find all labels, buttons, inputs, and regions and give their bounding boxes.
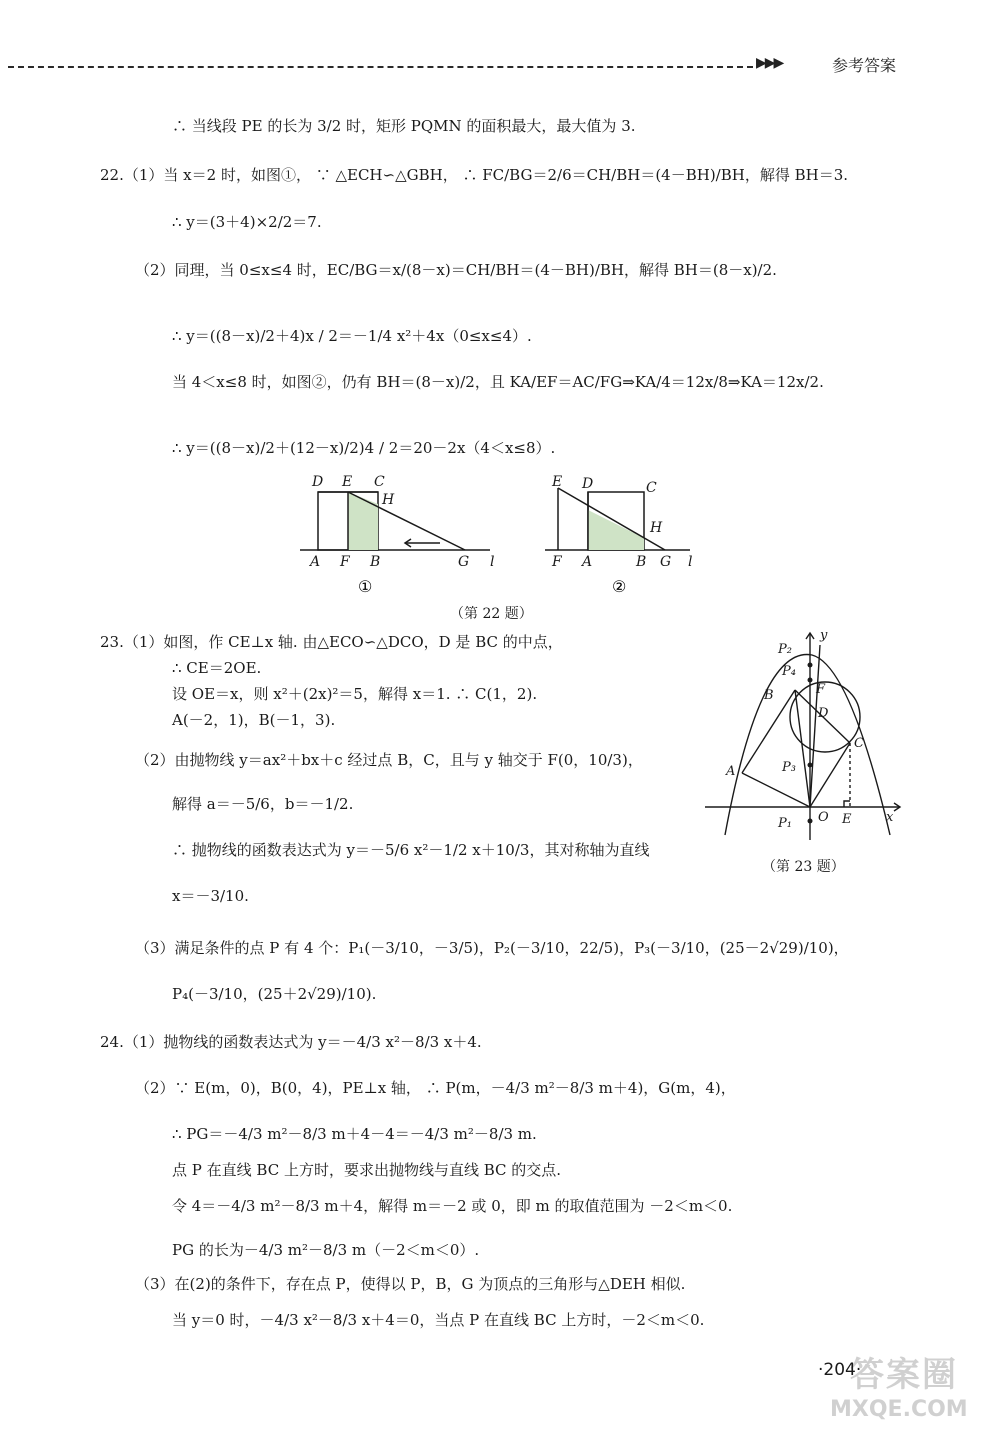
label-G: G <box>458 554 470 570</box>
figure-22 <box>290 470 710 620</box>
label-l2: l <box>688 554 693 570</box>
header-arrows-icon: ▶▶▶ <box>756 55 783 71</box>
label-P4: P₄ <box>782 664 796 679</box>
text-line: （2）由抛物线 y＝ax²＋bx＋c 经过点 B，C，且与 y 轴交于 F(0，10/3)， <box>135 751 643 769</box>
label-C: C <box>854 736 864 751</box>
watermark-url: MXQE.COM <box>830 1397 968 1422</box>
label-E: E <box>842 812 852 827</box>
text-line: 解得 a＝－5/6，b＝－1/2. <box>172 795 354 813</box>
label-E2: E <box>552 474 563 490</box>
header-title: 参考答案 <box>832 56 897 75</box>
figure-23 <box>700 625 910 875</box>
figure-22-one <box>300 492 490 550</box>
text-line: ∴ 当线段 PE 的长为 3/2 时，矩形 PQMN 的面积最大，最大值为 3. <box>172 117 636 135</box>
label-y: y <box>820 628 828 643</box>
label-C: C <box>374 474 385 490</box>
text-line: 设 OE＝x，则 x²＋(2x)²＝5，解得 x＝1. ∴ C(1，2). <box>172 685 538 703</box>
text-line-q24: 24.（1）抛物线的函数表达式为 y＝－4/3 x²－8/3 x＋4. <box>100 1033 482 1051</box>
header-rule <box>8 66 753 68</box>
text-line: ∴ y＝((8－x)/2＋4)x / 2＝－1/4 x²＋4x（0≤x≤4）. <box>172 327 532 345</box>
label-D2: D <box>582 476 594 492</box>
label-P2: P₂ <box>778 642 792 657</box>
label-x: x <box>886 810 894 825</box>
label-A: A <box>726 764 736 779</box>
text-line: ∴ 抛物线的函数表达式为 y＝－5/6 x²－1/2 x＋10/3，其对称轴为直线 <box>172 841 650 859</box>
text-line: ∴ CE＝2OE. <box>172 659 262 677</box>
text-line: 当 y＝0 时，－4/3 x²－8/3 x＋4＝0，当点 P 在直线 BC 上方时，－2＜m＜0. <box>172 1311 705 1329</box>
label-D: D <box>818 706 829 721</box>
text-line: A(－2，1)，B(－1，3). <box>172 711 336 729</box>
figure-22-one-label: ① <box>358 577 373 596</box>
text-line-q22: 22.（1）当 x＝2 时，如图①， ∵ △ECH∽△GBH， ∴ FC/BG＝2/6＝CH/BH＝(4－BH)/BH，解得 BH＝3. <box>100 166 849 184</box>
figure-22-caption: （第 22 题） <box>450 606 533 622</box>
text-line: ∴ PG＝－4/3 m²－8/3 m＋4－4＝－4/3 m²－8/3 m. <box>172 1125 537 1143</box>
figure-22-two-label: ② <box>612 577 627 596</box>
label-D: D <box>312 474 324 490</box>
label-H2: H <box>650 520 663 536</box>
watermark-logo: 答案圈 <box>850 1355 958 1395</box>
label-B: B <box>764 688 774 703</box>
label-B2: B <box>636 554 647 570</box>
label-E: E <box>342 474 353 490</box>
text-line: P₄(－3/10，(25＋2√29)/10). <box>172 985 377 1003</box>
label-l: l <box>490 554 495 570</box>
page-number: ·204· <box>818 1360 862 1380</box>
text-line: ∴ y＝(3＋4)×2/2＝7. <box>172 213 322 231</box>
text-line: 当 4＜x≤8 时，如图②，仍有 BH＝(8－x)/2，且 KA/EF＝AC/FG⇒KA/4＝12x/8⇒KA＝12x/2. <box>172 373 824 391</box>
text-line: x＝－3/10. <box>172 887 249 905</box>
label-O: O <box>818 810 829 825</box>
label-F2: F <box>552 554 562 570</box>
label-G2: G <box>660 554 672 570</box>
label-F: F <box>816 682 826 697</box>
text-line: （3）在(2)的条件下，存在点 P，使得以 P，B，G 为顶点的三角形与△DEH 相似. <box>135 1275 686 1293</box>
label-C2: C <box>646 480 657 496</box>
label-A2: A <box>582 554 593 570</box>
text-line: PG 的长为－4/3 m²－8/3 m（－2＜m＜0）. <box>172 1241 480 1259</box>
text-line: ∴ y＝((8－x)/2＋(12－x)/2)4 / 2＝20－2x（4＜x≤8）. <box>172 439 556 457</box>
label-F: F <box>340 554 350 570</box>
text-line: （2）∵ E(m，0)，B(0，4)，PE⊥x 轴， ∴ P(m，－4/3 m²－8/3 m＋4)，G(m，4)， <box>135 1079 736 1097</box>
text-line: 点 P 在直线 BC 上方时，要求出抛物线与直线 BC 的交点. <box>172 1161 562 1179</box>
label-H: H <box>382 492 395 508</box>
label-B: B <box>370 554 381 570</box>
text-line: （2）同理，当 0≤x≤4 时，EC/BG＝x/(8－x)＝CH/BH＝(4－BH)/BH，解得 BH＝(8－x)/2. <box>135 261 777 279</box>
text-line-q23: 23.（1）如图，作 CE⊥x 轴. 由△ECO∽△DCO，D 是 BC 的中点， <box>100 633 563 651</box>
label-P3: P₃ <box>782 760 796 775</box>
text-line: （3）满足条件的点 P 有 4 个：P₁(－3/10，－3/5)，P₂(－3/10，22/5)，P₃(－3/10，(25－2√29)/10)， <box>135 939 849 957</box>
label-A: A <box>310 554 321 570</box>
figure-22-two <box>545 488 690 550</box>
text-line: 令 4＝－4/3 m²－8/3 m＋4，解得 m＝－2 或 0，即 m 的取值范围为 －2＜m＜0. <box>172 1197 733 1215</box>
figure-23-caption: （第 23 题） <box>762 859 845 875</box>
label-P1: P₁ <box>778 816 792 831</box>
watermark <box>830 1345 990 1435</box>
